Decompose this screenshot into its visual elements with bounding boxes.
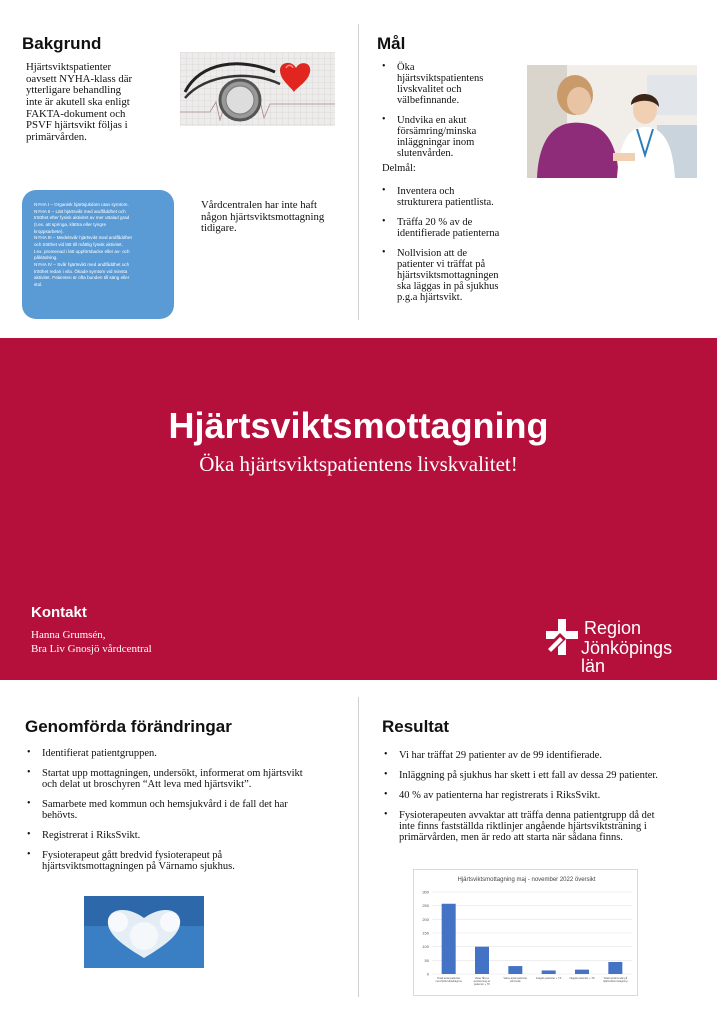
nyha-line: NYHA III – Medelsvår hjärtsvikt med andfåddhet bbox=[34, 235, 132, 241]
contact-heading: Kontakt bbox=[31, 604, 87, 621]
bullet-item bbox=[379, 186, 519, 208]
bullet-line: • Träffa 20 % av de bbox=[397, 217, 473, 229]
bullet-line: behövts. bbox=[42, 810, 78, 822]
nyha-line: (t.ex. att springa, klättra eller tyngre bbox=[34, 221, 106, 227]
bakgrund-text-line: PSVF hjärtsvikt följas i bbox=[26, 119, 128, 132]
nurse-patient-image bbox=[527, 65, 697, 178]
bullet-line: inläggningar inom bbox=[397, 137, 475, 149]
nyha-info-box bbox=[22, 190, 174, 319]
bullet-line: • Identifierat patientgruppen. bbox=[42, 748, 157, 759]
bullet-line: och delat ut broschyren “Att leva med hjärtsvikt”. bbox=[42, 779, 252, 791]
bullet-line: strukturera patientlista. bbox=[397, 197, 494, 209]
bullet-item bbox=[381, 790, 706, 801]
bullet-line: • Startat upp mottagningen, undersökt, informerat om hjärtsvikt bbox=[42, 768, 303, 780]
delmal-list bbox=[379, 186, 519, 312]
bullet-item bbox=[24, 768, 344, 790]
nyha-line: trötthet efter fysisk aktivitet av mer uttalad grad bbox=[34, 215, 130, 221]
nyha-line: trötthet redan i vila. Ökade symtom vid minsta bbox=[34, 268, 128, 274]
bakgrund-text-line: Hjärtsviktspatienter bbox=[26, 61, 112, 73]
bullet-line: inte finns fastställda riktlinjer angående hjärtsviktsträning i bbox=[399, 821, 647, 833]
bar bbox=[542, 970, 556, 974]
bakgrund-note-line: någon hjärtsviktsmottagning bbox=[201, 210, 325, 223]
resultat-heading: Resultat bbox=[382, 717, 450, 736]
heart-cloud-image bbox=[84, 896, 204, 968]
bakgrund-heading: Bakgrund bbox=[22, 34, 102, 53]
bullet-line: ska läggas in på sjukhus bbox=[397, 281, 499, 293]
bottom-divider bbox=[358, 697, 359, 997]
logo-line1: Region bbox=[584, 618, 642, 638]
chart-title: Hjärtsviktsmottagning maj - november 2022 översikt bbox=[457, 877, 596, 883]
bullet-item bbox=[379, 217, 519, 239]
category-label: Varav antal patienter på besök bbox=[503, 977, 528, 983]
bullet-line: hjärtsviktsmottagningen på Värnamo sjukhus. bbox=[42, 861, 235, 873]
contact-name: Hanna Grumsén, bbox=[31, 629, 106, 641]
bullet-line: hjärtsviktspatientens bbox=[397, 73, 484, 85]
resultat-list bbox=[381, 750, 706, 852]
stethoscope-heart-image bbox=[180, 52, 335, 126]
bullet-line: • Fysioterapeut gått bredvid fysioterapeut på bbox=[42, 850, 223, 862]
category-label: Inlagda patienter + TK bbox=[569, 977, 595, 980]
bullet-line: • Inläggning på sjukhus har skett i ett fall av dessa 29 patienter. bbox=[399, 770, 658, 782]
bullet-line: • Fysioterapeuten avvaktar att träffa denna patientgrupp då det bbox=[399, 810, 655, 822]
bullet-line: • Samarbete med kommun och hemsjukvård i de fall det har bbox=[42, 799, 288, 811]
bullet-item bbox=[379, 115, 519, 159]
nyha-line: aktivitet. Patienten är ofta bunden till säng eller bbox=[34, 275, 130, 281]
bullet-line: • Nollvision att de bbox=[397, 248, 467, 260]
bullet-item bbox=[24, 799, 344, 821]
bakgrund-text bbox=[26, 62, 132, 144]
bullet-line: hjärtsviktsmottagningen bbox=[397, 270, 499, 282]
bullet-line: patienter vi träffat på bbox=[397, 259, 486, 271]
bar bbox=[475, 947, 489, 974]
category-label: Totalt antal patienter med hjärtsviktsdiagnos bbox=[435, 977, 462, 983]
bullet-line: välbefinnande. bbox=[397, 95, 460, 107]
chart-svg bbox=[414, 870, 639, 997]
nyha-line: NYHA II – Lätt hjärtsvikt med andfåddhet och bbox=[34, 208, 126, 214]
bullet-item bbox=[381, 810, 706, 843]
bar bbox=[608, 962, 622, 974]
category-label: Varav fått en avstämning av patienter + TK bbox=[473, 977, 491, 986]
poster-title: Hjärtsviktsmottagning bbox=[168, 405, 549, 446]
mal-heading: Mål bbox=[377, 34, 406, 53]
poster-subtitle: Öka hjärtsviktspatientens livskvalitet! bbox=[199, 452, 518, 476]
category-label: Inlagda patienter + TK bbox=[535, 977, 562, 980]
nyha-line: kroppsarbete). bbox=[34, 228, 64, 234]
nyha-line: påklädning. bbox=[34, 255, 58, 261]
bullet-item bbox=[379, 62, 519, 106]
bullet-item bbox=[24, 830, 344, 841]
bar bbox=[508, 966, 522, 974]
region-logo bbox=[544, 617, 694, 676]
y-tick-label: 250 bbox=[422, 903, 429, 909]
genomforda-list bbox=[24, 748, 344, 881]
bakgrund-note-line: tidigare. bbox=[201, 222, 237, 235]
bullet-line: p.g.a hjärtsvikt. bbox=[397, 292, 463, 304]
contact-org: Bra Liv Gnosjö vårdcentral bbox=[31, 643, 152, 655]
bakgrund-text-line: inte är akutell ska enligt bbox=[26, 95, 130, 108]
logo-line2: Jönköpings län bbox=[581, 638, 673, 676]
delmal-label: Delmål: bbox=[382, 163, 416, 174]
bullet-line: livskvalitet och bbox=[397, 84, 462, 96]
bullet-item bbox=[379, 248, 519, 303]
y-tick-label: 50 bbox=[424, 957, 429, 963]
bar bbox=[575, 970, 589, 974]
bakgrund-note bbox=[201, 200, 324, 235]
results-bar-chart bbox=[413, 869, 638, 996]
bullet-line: försämring/minska bbox=[397, 126, 477, 138]
nyha-line: t.ex. promenad i lätt uppförsbacke eller av- och bbox=[34, 248, 130, 254]
bullet-line: • Registrerat i RiksSvikt. bbox=[42, 830, 141, 842]
y-tick-label: 300 bbox=[422, 889, 429, 895]
nyha-line: stol. bbox=[34, 281, 43, 287]
y-tick-label: 100 bbox=[422, 944, 429, 950]
bullet-line: • Inventera och bbox=[397, 186, 455, 197]
nyha-line: och trötthet vid lätt till måttlig fysisk aktivitet, bbox=[34, 241, 123, 247]
bullet-line: identifierade patienterna bbox=[397, 228, 500, 240]
category-label: Totalt antal besök på hjärtsviktsmottagning bbox=[603, 977, 628, 983]
y-tick-label: 150 bbox=[422, 930, 429, 936]
bakgrund-text-line: primärvården. bbox=[26, 130, 87, 143]
bullet-item bbox=[24, 850, 344, 872]
bullet-line: • Öka bbox=[397, 62, 415, 73]
top-divider bbox=[358, 24, 359, 320]
region-cross-icon bbox=[544, 619, 580, 657]
bakgrund-note-line: Vårdcentralen har inte haft bbox=[201, 199, 318, 211]
bar bbox=[442, 904, 456, 974]
bullet-item bbox=[381, 750, 706, 761]
bullet-item bbox=[24, 748, 344, 759]
bullet-item bbox=[381, 770, 706, 781]
y-tick-label: 0 bbox=[426, 971, 429, 977]
nyha-line: NYHA I – Organisk hjärtsjukdom utan symtom. bbox=[34, 202, 129, 207]
bakgrund-text-line: oavsett NYHA-klass där bbox=[26, 72, 133, 85]
mal-list bbox=[379, 62, 519, 168]
y-tick-label: 200 bbox=[422, 916, 429, 922]
bullet-line: • Vi har träffat 29 patienter av de 99 identifierade. bbox=[399, 750, 602, 761]
bullet-line: slutenvården. bbox=[397, 148, 454, 160]
bakgrund-text-line: FAKTA-dokument och bbox=[26, 107, 126, 120]
genomforda-heading: Genomförda förändringar bbox=[25, 717, 232, 736]
bullet-line: • 40 % av patienterna har registrerats i RiksSvikt. bbox=[399, 790, 601, 802]
bullet-line: primärvården, men är redo att starta när sådana finns. bbox=[399, 832, 623, 844]
bullet-line: • Undvika en akut bbox=[397, 115, 467, 127]
bakgrund-text-line: ytterligare behandling bbox=[26, 84, 122, 97]
nyha-line: NYHA IV – Svår hjärtsvikt med andfåddhet och bbox=[34, 261, 130, 267]
